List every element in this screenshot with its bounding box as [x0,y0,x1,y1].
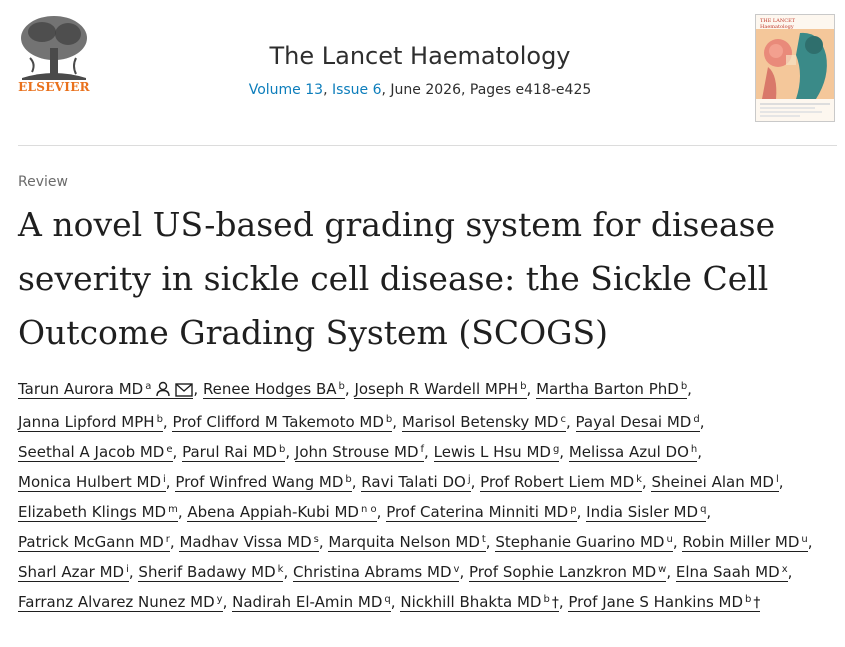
affiliation-marker[interactable]: j [467,474,471,485]
affiliation-marker[interactable]: p [570,504,577,515]
author-separator: , [459,563,465,581]
author-name: Stephanie Guarino MD [495,533,665,551]
author-entry [400,593,563,612]
person-icon[interactable] [155,377,171,407]
author-name: Nickhill Bhakta MD [400,593,542,611]
author-link[interactable] [18,473,166,492]
author-name: Marquita Nelson MD [328,533,480,551]
author-separator: , [318,533,324,551]
affiliation-marker[interactable]: n o [360,504,377,515]
author-separator: , [424,443,429,461]
author-name: Lewis L Hsu MD [433,443,551,461]
issue-details: , June 2026, Pages e418-e425 [381,82,592,98]
author-separator: , [699,413,705,431]
author-separator: , [392,413,398,431]
author-name: Prof Caterina Minniti MD [386,503,569,521]
affiliation-marker[interactable]: c [560,414,566,425]
author-separator: , [558,593,564,611]
author-entry [480,473,647,492]
author-separator: , [666,563,672,581]
author-separator: , [128,563,134,581]
dagger-marker: † [551,595,559,611]
author-link[interactable] [480,473,642,492]
author-separator: , [706,503,712,521]
affiliation-marker[interactable]: s [313,534,319,545]
author-separator: , [169,533,175,551]
author-link[interactable] [295,443,424,462]
affiliation-marker[interactable]: r [165,534,170,545]
author-name: Sheinei Alan MD [651,473,774,491]
author-entry [328,533,490,552]
header-divider [18,145,837,146]
author-name: Tarun Aurora MD [18,380,144,398]
author-link[interactable] [182,443,285,462]
author-name: Robin Miller MD [682,533,800,551]
author-entry [138,563,288,582]
author-name: Janna Lipford MPH [18,413,155,431]
author-entry [18,503,183,522]
affiliation-marker[interactable]: b [338,381,345,392]
author-name: Madhav Vissa MD [179,533,312,551]
affiliation-marker[interactable]: y [216,594,223,605]
author-link[interactable] [18,533,170,552]
author-entry [18,563,134,582]
author-separator: , [162,413,168,431]
author-list [18,374,838,618]
author-link[interactable] [651,473,778,492]
author-entry [18,533,175,552]
author-link[interactable] [18,413,163,432]
author-link[interactable] [386,503,576,522]
author-link[interactable] [676,563,788,582]
author-separator: , [697,443,703,461]
author-separator: , [485,533,491,551]
author-name: Prof Clifford M Takemoto MD [172,413,384,431]
issue-info [200,82,640,98]
author-separator: , [687,380,692,398]
author-link[interactable] [361,473,470,492]
author-separator: , [222,593,228,611]
author-entry [568,593,760,612]
author-entry [434,443,564,462]
affiliation-marker[interactable]: b [543,594,550,605]
author-name: Marisol Betensky MD [401,413,559,431]
author-name: Sharl Azar MD [18,563,125,581]
affiliation-marker[interactable]: b [278,444,286,455]
author-entry [232,593,395,612]
author-entry [402,413,571,432]
author-entry [293,563,464,582]
affiliation-marker[interactable]: v [453,564,460,575]
affiliation-marker[interactable]: u [666,534,673,545]
author-link[interactable] [328,533,485,552]
affiliation-marker[interactable]: t [481,534,486,545]
author-separator: , [172,443,178,461]
author-separator: , [283,563,289,581]
author-separator: , [641,473,647,491]
author-name: Nadirah El-Amin MD [232,593,383,611]
author-entry [586,503,711,522]
affiliation-marker[interactable]: l [775,474,779,485]
author-entry [469,563,671,582]
author-link[interactable] [187,503,376,522]
author-separator: , [344,380,350,398]
affiliation-marker[interactable]: k [277,564,284,575]
author-name: Elizabeth Klings MD [18,503,167,521]
author-name: Martha Barton PhD [536,380,679,398]
author-link[interactable] [469,563,666,582]
author-name: Monica Hulbert MD [18,473,162,491]
author-link[interactable] [536,380,687,399]
author-name: Parul Rai MD [182,443,277,461]
affiliation-marker[interactable]: x [781,564,788,575]
author-link[interactable] [354,380,526,399]
cover-illustration [756,15,834,121]
author-name: Abena Appiah-Kubi MD [187,503,359,521]
affiliation-marker[interactable]: i [126,564,129,575]
author-entry [536,380,692,399]
author-link[interactable] [569,443,697,462]
author-link[interactable] [402,413,566,432]
author-entry [576,413,705,432]
author-name: Payal Desai MD [575,413,692,431]
author-separator: , [559,443,565,461]
affiliation-marker[interactable]: b [745,594,752,605]
affiliation-marker[interactable]: b [520,381,527,392]
journal-title[interactable]: The Lancet Haematology [269,42,571,70]
author-entry [179,533,323,552]
author-entry [175,473,356,492]
journal-cover-image[interactable] [755,14,835,122]
author-separator: , [787,563,793,581]
issue-separator: , [323,82,332,98]
affiliation-marker[interactable]: b [680,381,688,392]
dagger-marker: † [753,595,761,611]
author-link[interactable] [293,563,459,582]
affiliation-marker[interactable]: u [801,534,808,545]
author-entry [651,473,783,492]
author-name: Prof Jane S Hankins MD [568,593,744,611]
author-name: Prof Robert Liem MD [480,473,635,491]
affiliation-marker[interactable]: m [168,504,178,515]
author-link[interactable] [138,563,283,582]
envelope-icon[interactable] [175,377,193,407]
author-separator: , [576,503,582,521]
author-entry [354,380,531,399]
author-link[interactable] [172,413,392,432]
affiliation-marker[interactable]: g [552,444,560,455]
author-name: Patrick McGann MD [18,533,164,551]
author-link[interactable] [568,593,760,612]
author-separator: , [807,533,813,551]
author-name: Farranz Alvarez Nunez MD [18,593,215,611]
author-entry [682,533,812,552]
affiliation-marker[interactable]: q [384,594,391,605]
author-link[interactable] [18,563,129,582]
author-link[interactable] [232,593,391,612]
affiliation-marker[interactable]: b [385,414,393,425]
author-entry [182,443,290,462]
article-title: A novel US-based grading system for disease severity in sickle cell disease: the Sickle Cell Outcome Grading System (SCOGS) [18,205,776,352]
volume-link[interactable]: Volume 13 [248,82,324,98]
author-separator: , [177,503,183,521]
author-name: Sherif Badawy MD [138,563,276,581]
author-link[interactable] [586,503,706,522]
author-entry [18,443,177,462]
author-link[interactable] [18,443,173,462]
author-entry [569,443,702,462]
author-link[interactable] [18,503,178,522]
affiliation-marker[interactable]: q [700,504,707,515]
affiliation-marker[interactable]: a [145,381,152,392]
author-name: Joseph R Wardell MPH [354,380,519,398]
affiliation-marker[interactable]: b [345,474,352,485]
author-entry [295,443,429,462]
author-entry [18,380,198,399]
publisher-name: ELSEVIER [18,80,90,94]
author-entry [18,413,168,432]
author-name: Ravi Talati DO [361,473,466,491]
affiliation-marker[interactable]: i [163,474,166,485]
author-name: Prof Winfred Wang MD [175,473,344,491]
affiliation-marker[interactable]: w [658,564,667,575]
author-separator: , [285,443,291,461]
author-entry [676,563,793,582]
author-separator: , [390,593,396,611]
author-separator: , [526,380,532,398]
author-separator: , [165,473,171,491]
author-entry [172,413,397,432]
author-name: John Strouse MD [294,443,419,461]
article-type: Review [18,174,68,190]
author-separator: , [470,473,476,491]
author-name: Christina Abrams MD [293,563,452,581]
author-entry [187,503,381,522]
author-name: Prof Sophie Lanzkron MD [469,563,657,581]
author-entry [203,380,350,399]
author-name: Renee Hodges BA [202,380,337,398]
journal-header [0,0,845,146]
cover-title: THE LANCET Haematology [760,18,796,30]
affiliation-marker[interactable]: d [693,414,700,425]
author-link[interactable] [400,593,558,612]
author-separator: , [672,533,678,551]
author-name: Seethal A Jacob MD [18,443,165,461]
affiliation-marker[interactable]: f [420,444,425,455]
author-entry [18,473,171,492]
author-link[interactable] [434,443,560,462]
author-separator: , [376,503,382,521]
author-separator: , [565,413,571,431]
author-separator: , [778,473,784,491]
author-link[interactable] [576,413,700,432]
affiliation-marker[interactable]: k [636,474,642,485]
author-link[interactable] [175,473,351,492]
author-separator: , [351,473,357,491]
affiliation-marker[interactable]: h [690,444,698,455]
author-entry [386,503,581,522]
author-link[interactable] [495,533,672,552]
author-entry [495,533,677,552]
issue-link[interactable]: Issue 6 [331,82,382,98]
author-entry [18,593,227,612]
author-link[interactable] [682,533,807,552]
author-name: Elna Saah MD [675,563,780,581]
author-name: Melissa Azul DO [568,443,689,461]
affiliation-marker[interactable]: e [166,444,173,455]
author-separator: , [193,380,199,398]
author-name: India Sisler MD [586,503,699,521]
author-link[interactable] [179,533,318,552]
author-entry [361,473,475,492]
author-link[interactable] [203,380,345,399]
author-link[interactable] [18,380,193,399]
affiliation-marker[interactable]: b [156,414,163,425]
author-link[interactable] [18,593,223,612]
